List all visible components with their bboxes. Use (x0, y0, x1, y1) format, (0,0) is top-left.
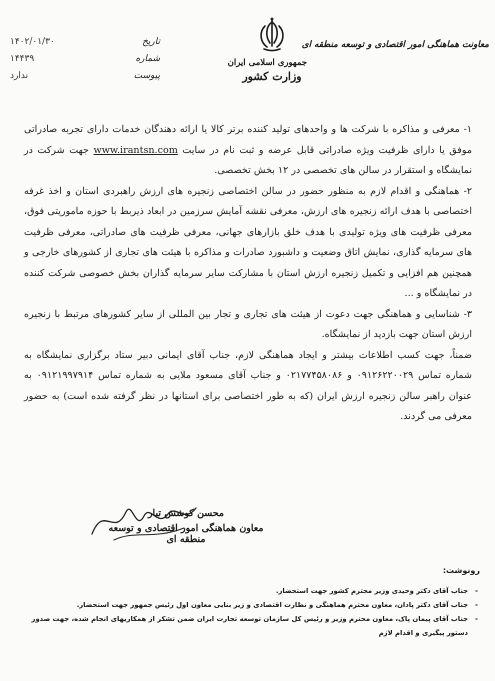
ministry-title: وزارت کشور (242, 70, 302, 83)
cc-item: - جناب آقای دکتر وحیدی وزیر محترم کشور جهت استحضار. (18, 584, 480, 598)
attachment-label: پیوست (133, 71, 160, 81)
cc-item: - جناب آقای پیمان پاک، معاون محترم وزیر و رئیس کل سازمان توسعه تجارت ایران ضمن تشکر از همکاریهای انجام شده، جهت صدور دستور پیگیری و اقدام لازم (18, 612, 480, 640)
iran-emblem-icon (255, 16, 289, 56)
website-link[interactable]: www.irantsn.com (93, 144, 178, 156)
date-label: تاریخ (142, 37, 160, 47)
number-value: ۱۴۴۳۹ (10, 54, 35, 64)
paragraph-2: ۲- هماهنگی و اقدام لازم به منظور حضور در سالن اختصاصی زنجیره های ارزش راهبردی استان و اخذ غرفه اختصاصی با هدف ارائه زنجیره های ارزش، معرفی نقشه آمایش سرزمین در ابعاد ذیربط با حوزه ماموریتی فوق، معرفی ظرفیت های ویژه تولیدی با هدف خلق بازارهای جهانی، معرفی ظرفیت های صادراتی، معرفی ظرفیت های سرمایه گذاری، نمایش اتاق وضعیت و داشبورد صادرات و مذاکره با هیئت های تجاری از کشورهای خارجی و همچنین هم افزایی و تکمیل زنجیره ارزش استان با مشارکت سایر سرمایه گذاران بخش خصوصی شرکت کننده در نمایشگاه و ... (24, 185, 472, 299)
republic-title: جمهوری اسلامی ایران (227, 58, 307, 68)
cc-item: - جناب آقای دکتر پادان، معاون محترم هماهنگی و نظارت اقتصادی و زیر بنایی معاون اول رئیس جمهور جهت استحضار. (18, 598, 480, 612)
paragraph-4: ضمناً، جهت کسب اطلاعات بیشتر و ایجاد هماهنگی لازم، جناب آقای ایمانی دبیر ستاد برگزاری نمایشگاه به شماره تماس ۰۹۱۲۶۲۲۰۰۲۹ و ۰۲۱۷۷۴۵۸۰۸۶ و جناب آقای مسعود ملایی به شماره تماس ۰۹۱۲۱۹۹۷۹۱۴ به عنوان راهبر سالن زنجیره ارزش ایران (که به طور اختصاصی برای استانها در نظر گرفته شده است) به حضور معرفی می گردند. (24, 349, 472, 422)
paragraph-1-text-b: جهت شرکت در نمایشگاه و استقرار در سالن های تخصصی در ۱۲ بخش تخصصی. (24, 144, 472, 176)
letterhead-center (227, 16, 307, 83)
paragraph-1 (24, 120, 472, 182)
number-label: شماره (135, 54, 160, 64)
department-title: معاونت هماهنگی امور اقتصادی و توسعه منطقه ای (301, 40, 489, 50)
cc-title: رونوشت: (442, 566, 480, 575)
cc-list (18, 584, 480, 640)
date-row (10, 36, 160, 53)
letter-body (24, 120, 472, 428)
attachment-row (10, 70, 160, 87)
attachment-value: ندارد (10, 71, 29, 81)
paragraph-1-text-a: ۱- معرفی و مذاکره با شرکت ها و واحدهای تولید کننده برتر کالا یا ارائه دهندگان خدمات دارای تجربه صادراتی موفق یا دارای ظرفیت ویژه صادراتی قابل عرضه و ثبت نام در سایت (24, 124, 472, 156)
paragraph-3: ۳- شناسایی و هماهنگی جهت دعوت از هیئت های تجاری و تجار بین المللی از سایر کشورهای مرتبط با زنجیره ارزش استان جهت بازدید از نمایشگاه. (24, 308, 472, 340)
signature-block (96, 508, 276, 545)
signer-title: معاون هماهنگی امور اقتصادی و توسعه منطقه ای (108, 523, 264, 545)
number-row (10, 53, 160, 70)
letter-meta (10, 36, 160, 87)
cc-section (18, 564, 480, 640)
signer-name: محسن کوشش تبار (147, 508, 225, 519)
date-value: ۱۴۰۲/۰۱/۳۰ (10, 37, 55, 47)
